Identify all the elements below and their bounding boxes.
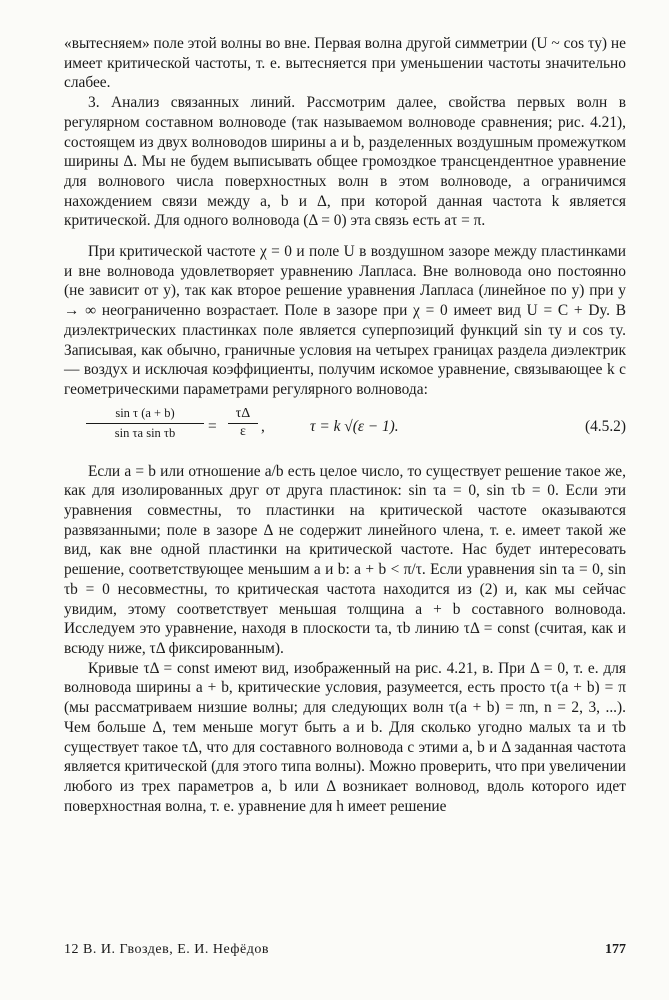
page-footer [64, 942, 626, 958]
equation-rhs-numerator: τΔ [228, 406, 258, 424]
paragraph-curves: Кривые τΔ = const имеют вид, изображенный на рис. 4.21, в. При Δ = 0, т. е. для волновода ширины a + b, критические условия, разумеется, есть просто τ(a + b) = π (мы рассматриваем низшие волны; для следующих волн τ(a + b) = πn, n = 2, 3, ...). Чем больше Δ, тем меньше могут быть a и b. Для сколько угодно малых τa и τb существует такое τΔ, что для составного волновода с этими a, b и Δ заданная частота является критической (для этого типа волны). Можно проверить, что при увеличении любого из трех параметров a, b или Δ возникает волновод, вдоль которого идет поверхностная волна, т. е. уравнение для h имеет решение [64, 659, 626, 815]
equation-lhs-fraction [86, 406, 204, 441]
equation-equals: = [208, 417, 217, 435]
equation-rhs-fraction [228, 406, 258, 440]
paragraph-continuation: «вытесняем» поле этой волны во вне. Первая волна другой симметрии (U ~ cos τy) не имеет критической частоты, т. е. вытесняется при уменьшении частоты значительно слабее. [64, 35, 626, 92]
paragraph-section-3: 3. Анализ связанных линий. Рассмотрим далее, свойства первых волн в регулярном составном волноводе (так называемом волноводе сравнения; рис. 4.21), состоящем из двух волноводов ширины a и b, разделенных воздушным промежутком ширины Δ. Мы не будем выписывать общее громоздкое трансцендентное уравнение для волнового числа поверхностных волн в этом волноводе, а ограничимся нахождением связи между a, b и Δ, при которой данная частота k является критической. Для одного волновода (Δ = 0) эта связь есть aτ = π. [64, 94, 626, 230]
paragraph-critical-frequency: При критической частоте χ = 0 и поле U в воздушном зазоре между пластинками и вне волновода удовлетворяет уравнению Лапласа. Вне волновода оно постоянно (не зависит от y), так как второе решение уравнения Лапласа (линейное по y) при y → ∞ неограниченно возрастает. Поле в зазоре при χ = 0 имеет вид U = C + Dy. В диэлектрических пластинках поле является суперпозиций функций sin τy и cos τy. Записывая, как обычно, граничные условия на четырех границах раздела диэлектрик — воздух и исключая коэффициенты, получим искомое уравнение, связывающее k с геометрическими параметрами регулярного волновода: [64, 243, 626, 398]
footer-signature: 12 В. И. Гвоздев, Е. И. Нефёдов [64, 942, 269, 957]
equation-4-5-2 [64, 406, 626, 452]
equation-number: (4.5.2) [584, 417, 626, 435]
equation-comma: , [261, 417, 265, 435]
spacer [64, 231, 626, 242]
page-body [64, 34, 626, 816]
equation-rhs-denominator: ε [240, 423, 246, 439]
page-number: 177 [605, 942, 626, 957]
equation-tau-definition: τ = k √(ε − 1). [310, 417, 399, 435]
equation-lhs-denominator: sin τa sin τb [114, 425, 176, 440]
equation-lhs-numerator: sin τ (a + b) [86, 406, 204, 424]
paragraph-a-equals-b: Если a = b или отношение a/b есть целое число, то существует решение такое же, как для изолированных друг от друга пластинок: sin τa = 0, sin τb = 0. Если эти уравнения совместны, то пластинки на критической частоте оказываются развязанными; поле в зазоре Δ не содержит линейного члена, т. е. имеет такой же вид, как вне одной пластинки на критической частоте. Нас будет интересовать решение, соответствующее меньшим a и b: a + b < π/τ. Если уравнения sin τa = 0, sin τb = 0 несовместны, то критическая частота находится из (2) и, как мы сейчас увидим, этому соответствует меньшая толщина a + b составного волновода. Исследуем это уравнение, находя в плоскости τa, τb линию τΔ = const (считая, как и всюду ниже, τΔ фиксированным). [64, 462, 626, 657]
